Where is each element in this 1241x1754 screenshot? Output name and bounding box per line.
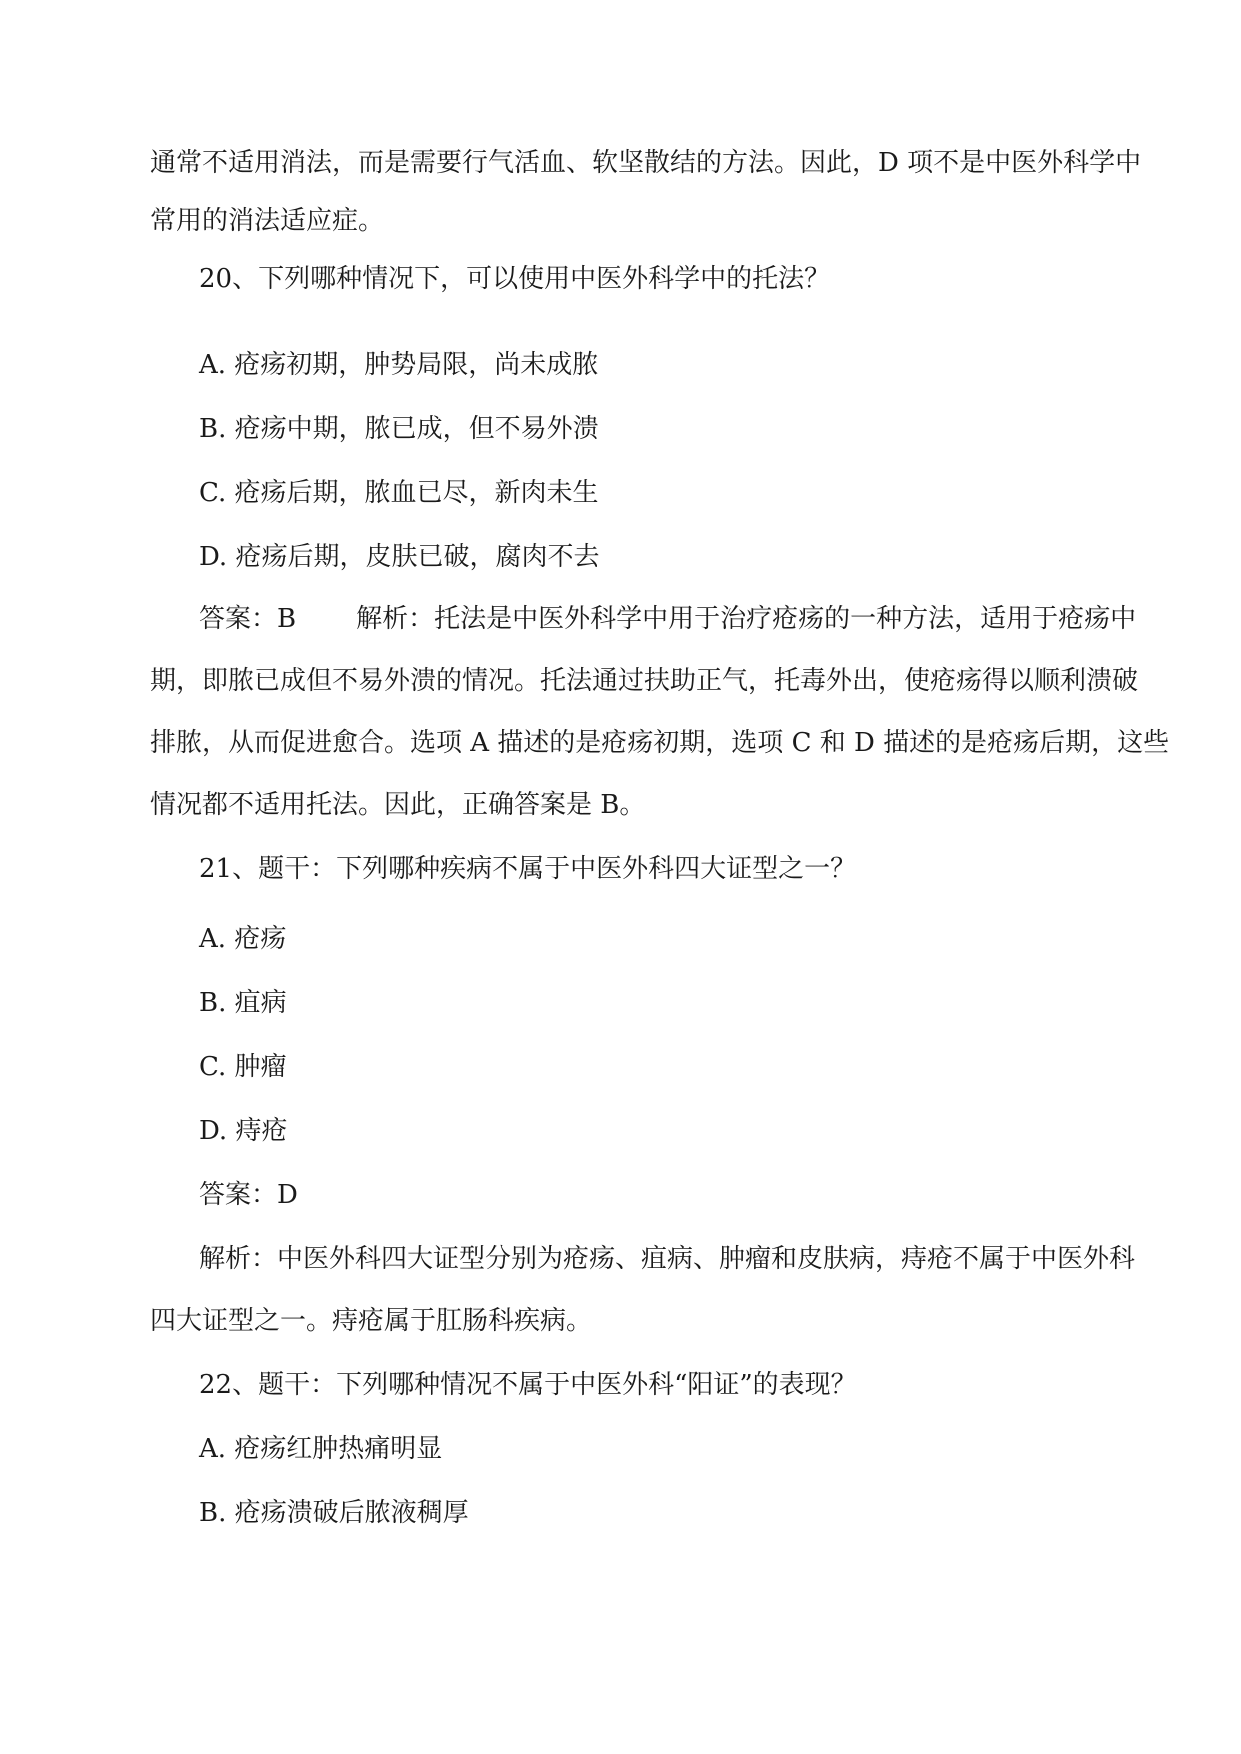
question-21-option-b: B. 疽病 [199,988,287,1018]
question-21-analysis: 解析：中医外科四大证型分别为疮疡、疽病、肿瘤和皮肤病，痔疮不属于中医外科 [199,1244,1136,1274]
question-22-stem: 22、题干：下列哪种情况不属于中医外科“阳证”的表现？ [199,1370,857,1400]
question-20-option-d: D. 疮疡后期，皮肤已破，腐肉不去 [199,542,600,572]
question-21-option-c: C. 肿瘤 [199,1052,287,1082]
question-21-analysis-line: 四大证型之一。痔疮属于肛肠科疾病。 [150,1306,593,1336]
paragraph-line: 常用的消法适应症。 [150,206,385,236]
question-20-option-c: C. 疮疡后期，脓血已尽，新肉未生 [199,478,599,508]
question-20-analysis-line: 期，即脓已成但不易外溃的情况。托法通过扶助正气，托毒外出，使疮疡得以顺利溃破 [150,666,1139,696]
question-21-answer: 答案：D [199,1180,298,1210]
question-21-option-a: A. 疮疡 [199,924,287,954]
question-21-option-d: D. 痔疮 [199,1116,288,1146]
question-20-analysis: 解析：托法是中医外科学中用于治疗疮疡的一种方法，适用于疮疡中 [356,604,1137,634]
question-21-stem: 21、题干：下列哪种疾病不属于中医外科四大证型之一？ [199,854,857,884]
question-20-option-a: A. 疮疡初期，肿势局限，尚未成脓 [199,350,599,380]
question-20-stem: 20、下列哪种情况下，可以使用中医外科学中的托法？ [199,264,831,294]
question-20-answer: 答案：B [199,604,297,634]
question-22-option-b: B. 疮疡溃破后脓液稠厚 [199,1498,469,1528]
question-20-analysis-line: 情况都不适用托法。因此，正确答案是 B。 [150,790,646,820]
question-20-option-b: B. 疮疡中期，脓已成，但不易外溃 [199,414,599,444]
question-22-option-a: A. 疮疡红肿热痛明显 [199,1434,443,1464]
question-20-answer-row [199,601,1136,637]
question-20-analysis-line: 排脓，从而促进愈合。选项 A 描述的是疮疡初期，选项 C 和 D 描述的是疮疡后期，这些 [150,728,1170,758]
paragraph-line: 通常不适用消法，而是需要行气活血、软坚散结的方法。因此，D 项不是中医外科学中 [150,148,1142,178]
